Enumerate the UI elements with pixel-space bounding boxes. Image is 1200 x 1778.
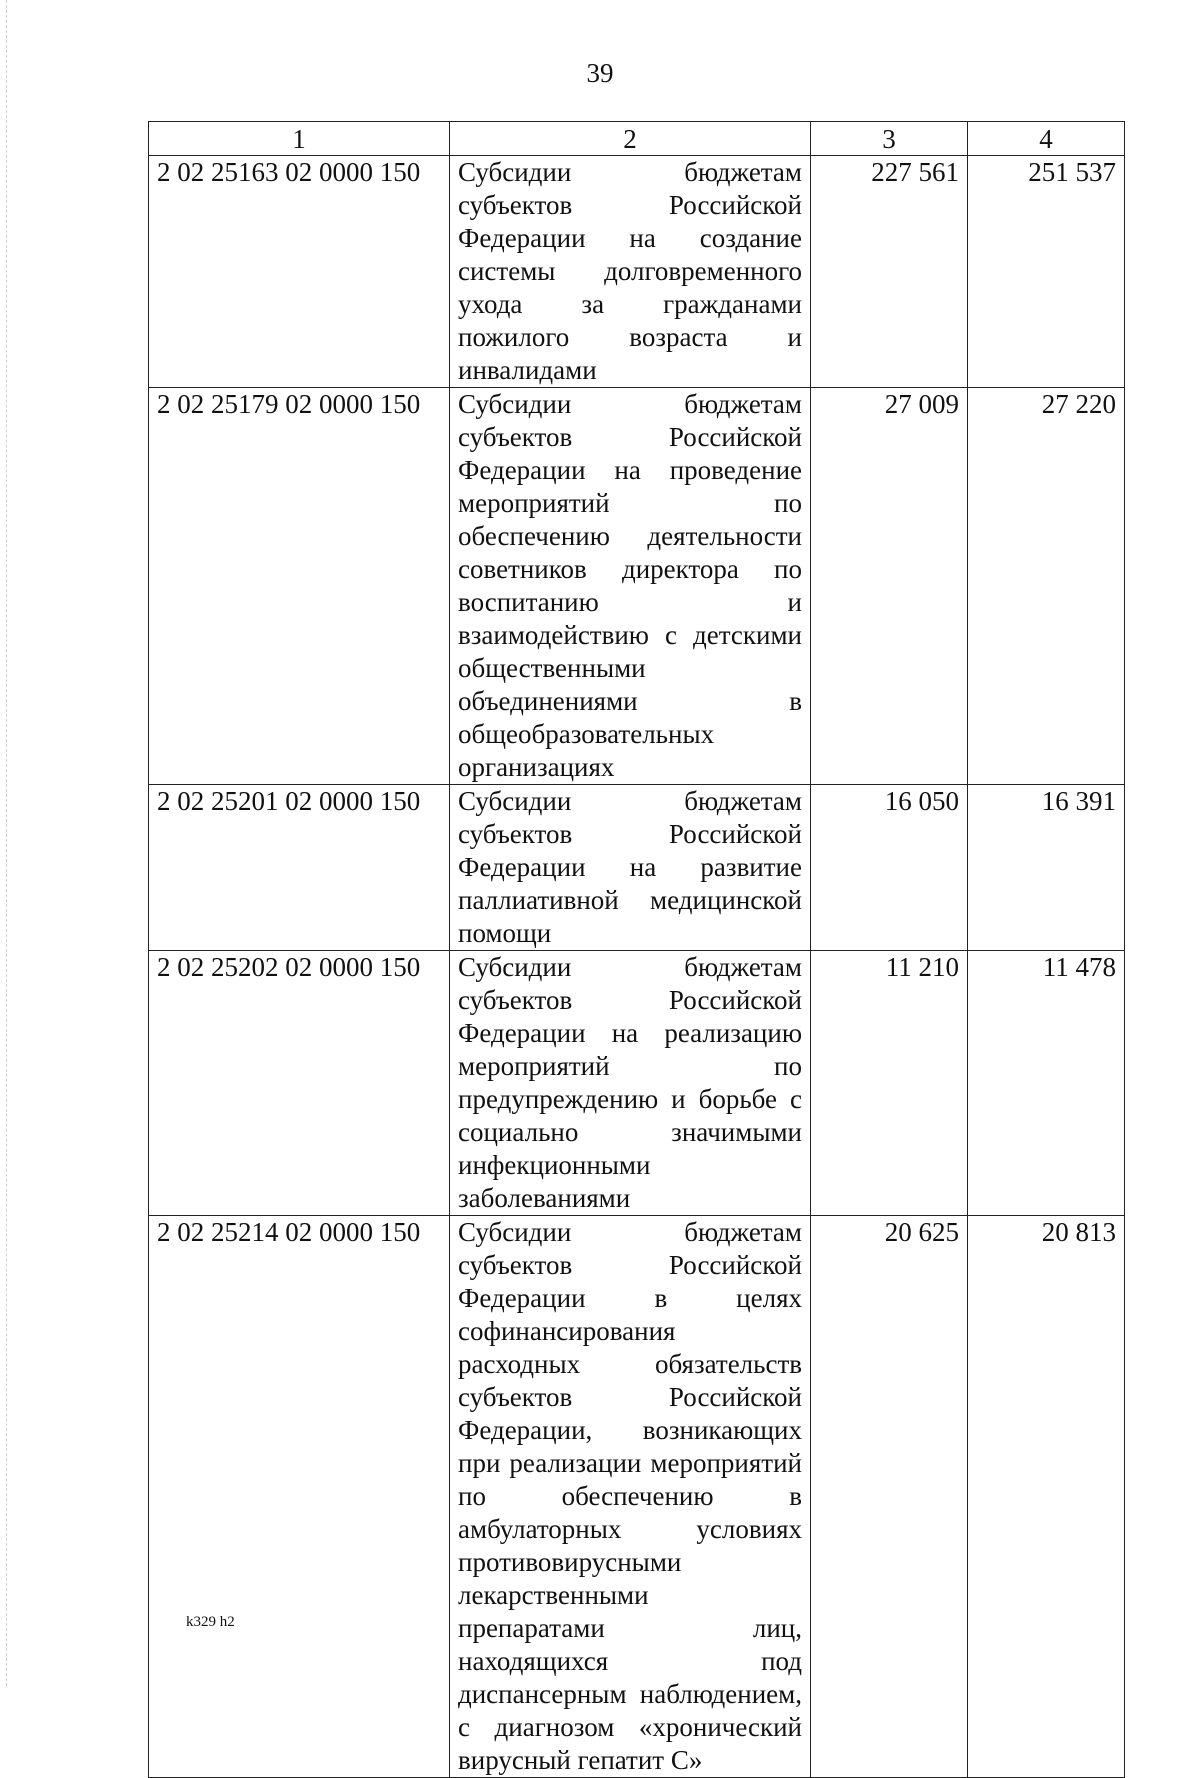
row-description: Субсидии бюджетам субъектов Российской Федерации на развитие паллиативной медицинской помощи [450,785,811,951]
footer-document-code: k329 h2 [186,1614,235,1630]
value-col4: 16 391 [968,785,1125,951]
value-col3: 20 625 [811,1216,968,1778]
budget-code: 2 02 25163 02 0000 150 [149,156,450,388]
table-row [149,156,1125,388]
table-row [149,951,1125,1216]
budget-code: 2 02 25202 02 0000 150 [149,951,450,1216]
column-header-1: 1 [149,122,450,156]
row-description: Субсидии бюджетам субъектов Российской Федерации в целях софинансирования расходных обязательств субъектов Российской Федерации, возникающих при реализации мероприятий по обеспечению в амбулаторных условиях противовирусными лекарственными препаратами лиц, находящихся под диспансерным наблюдением, с диагнозом «хронический вирусный гепатит С» [450,1216,811,1778]
row-description: Субсидии бюджетам субъектов Российской Федерации на реализацию мероприятий по предупреждению и борьбе с социально значимыми инфекционными заболеваниями [450,951,811,1216]
column-header-3: 3 [811,122,968,156]
value-col4: 27 220 [968,388,1125,785]
table-row [149,785,1125,951]
budget-code: 2 02 25201 02 0000 150 [149,785,450,951]
scan-edge-line [6,0,8,1686]
budget-table [148,121,1125,1778]
value-col4: 251 537 [968,156,1125,388]
column-header-2: 2 [450,122,811,156]
table-row [149,1216,1125,1778]
value-col4: 20 813 [968,1216,1125,1778]
row-description: Субсидии бюджетам субъектов Российской Федерации на проведение мероприятий по обеспечению деятельности советников директора по воспитанию и взаимодействию с детскими общественными объединениями в общеобразовательных организациях [450,388,811,785]
value-col3: 227 561 [811,156,968,388]
value-col3: 27 009 [811,388,968,785]
value-col3: 16 050 [811,785,968,951]
value-col3: 11 210 [811,951,968,1216]
page-number: 39 [586,58,614,88]
budget-code: 2 02 25179 02 0000 150 [149,388,450,785]
value-col4: 11 478 [968,951,1125,1216]
column-header-4: 4 [968,122,1125,156]
table-row [149,388,1125,785]
table-header-row [149,122,1125,156]
budget-code: 2 02 25214 02 0000 150 [149,1216,450,1778]
row-description: Субсидии бюджетам субъектов Российской Федерации на создание системы долговременного ухода за гражданами пожилого возраста и инвалидами [450,156,811,388]
